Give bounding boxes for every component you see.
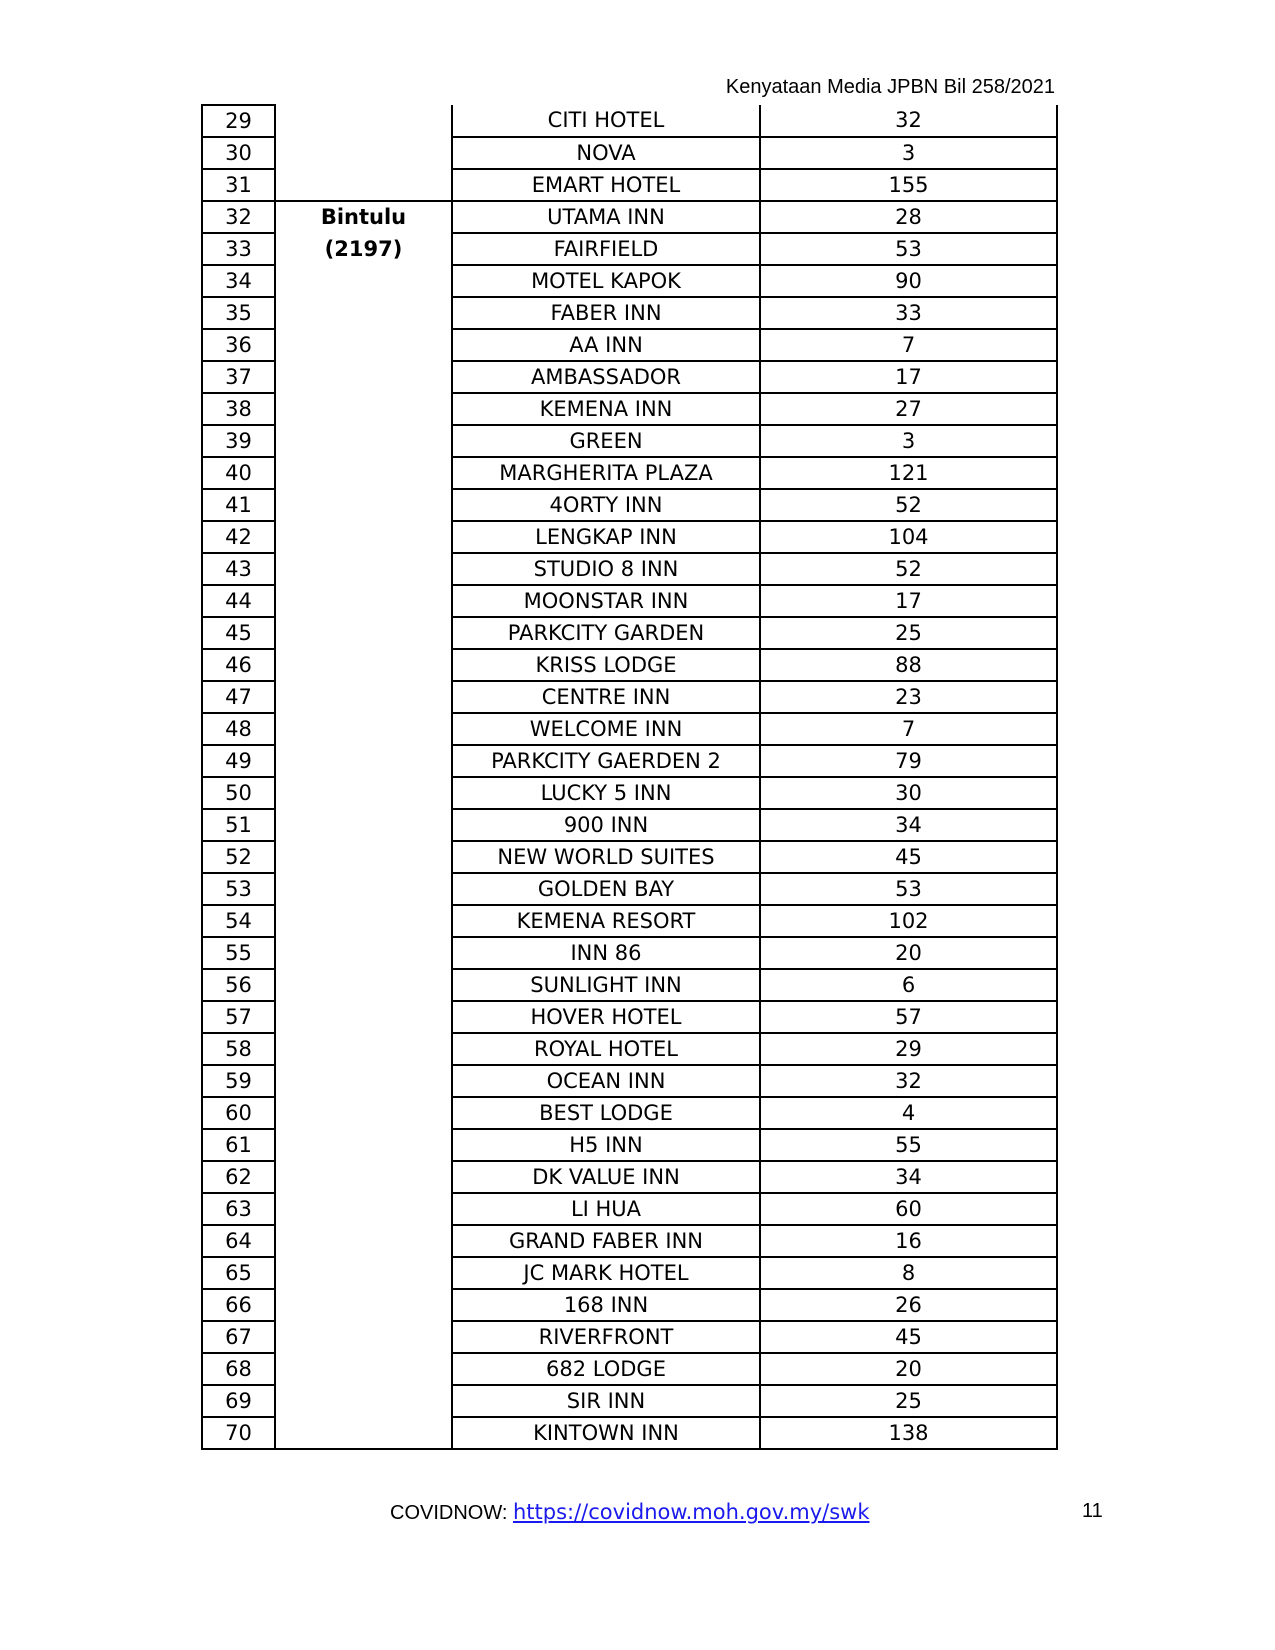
district-cell (275, 361, 452, 393)
row-number: 64 (202, 1225, 275, 1257)
table-row (202, 873, 1057, 905)
case-count: 3 (760, 137, 1057, 169)
table-row (202, 425, 1057, 457)
table-row (202, 969, 1057, 1001)
document-reference: Kenyataan Media JPBN Bil 258/2021 (725, 76, 1055, 98)
district-cell (275, 553, 452, 585)
row-number: 68 (202, 1353, 275, 1385)
row-number: 67 (202, 1321, 275, 1353)
case-count: 34 (760, 809, 1057, 841)
table-row (202, 841, 1057, 873)
case-count: 7 (760, 713, 1057, 745)
row-number: 46 (202, 649, 275, 681)
case-count: 45 (760, 841, 1057, 873)
row-number: 49 (202, 745, 275, 777)
row-number: 58 (202, 1033, 275, 1065)
hotel-name: LI HUA (452, 1193, 760, 1225)
row-number: 44 (202, 585, 275, 617)
table-row (202, 1225, 1057, 1257)
hotel-name: 168 INN (452, 1289, 760, 1321)
table-row (202, 1417, 1057, 1449)
row-number: 70 (202, 1417, 275, 1449)
case-count: 27 (760, 393, 1057, 425)
case-count: 25 (760, 617, 1057, 649)
table-row (202, 649, 1057, 681)
table-row (202, 1161, 1057, 1193)
table-row (202, 1033, 1057, 1065)
page-number: 11 (1082, 1500, 1103, 1522)
district-cell (275, 1257, 452, 1289)
case-count: 32 (760, 1065, 1057, 1097)
case-count: 88 (760, 649, 1057, 681)
table-row (202, 553, 1057, 585)
hotel-name: FAIRFIELD (452, 233, 760, 265)
district-cell (275, 425, 452, 457)
district-cell (275, 521, 452, 553)
row-number: 29 (202, 105, 275, 137)
case-count: 52 (760, 553, 1057, 585)
hotel-name: DK VALUE INN (452, 1161, 760, 1193)
hotel-name: HOVER HOTEL (452, 1001, 760, 1033)
table-row (202, 777, 1057, 809)
row-number: 52 (202, 841, 275, 873)
case-count: 16 (760, 1225, 1057, 1257)
hotel-name: OCEAN INN (452, 1065, 760, 1097)
district-cell (275, 137, 452, 169)
district-cell (275, 1033, 452, 1065)
row-number: 30 (202, 137, 275, 169)
row-number: 42 (202, 521, 275, 553)
district-cell (275, 457, 452, 489)
district-cell (275, 169, 452, 201)
table-row (202, 1257, 1057, 1289)
hotel-name: 4ORTY INN (452, 489, 760, 521)
case-count: 4 (760, 1097, 1057, 1129)
table-row (202, 457, 1057, 489)
hotel-name: SUNLIGHT INN (452, 969, 760, 1001)
table-row (202, 137, 1057, 169)
hotel-name: PARKCITY GARDEN (452, 617, 760, 649)
case-count: 23 (760, 681, 1057, 713)
case-count: 121 (760, 457, 1057, 489)
table-row (202, 809, 1057, 841)
case-count: 20 (760, 1353, 1057, 1385)
district-cell (275, 937, 452, 969)
table-row (202, 905, 1057, 937)
hotel-name: KRISS LODGE (452, 649, 760, 681)
district-cell (275, 585, 452, 617)
table-row (202, 585, 1057, 617)
district-cell (275, 329, 452, 361)
row-number: 48 (202, 713, 275, 745)
case-count: 28 (760, 201, 1057, 233)
case-count: 25 (760, 1385, 1057, 1417)
case-count: 60 (760, 1193, 1057, 1225)
hotel-name: WELCOME INN (452, 713, 760, 745)
district-cell (275, 393, 452, 425)
table-row (202, 617, 1057, 649)
district-total: (2197) (324, 236, 403, 261)
row-number: 62 (202, 1161, 275, 1193)
table-row (202, 393, 1057, 425)
hotel-name: FABER INN (452, 297, 760, 329)
district-cell (275, 873, 452, 905)
case-count: 29 (760, 1033, 1057, 1065)
row-number: 69 (202, 1385, 275, 1417)
hotel-name: KINTOWN INN (452, 1417, 760, 1449)
hotel-name: NOVA (452, 137, 760, 169)
district-cell (275, 1065, 452, 1097)
district-cell (275, 969, 452, 1001)
row-number: 35 (202, 297, 275, 329)
district-cell (275, 617, 452, 649)
table-row (202, 521, 1057, 553)
case-count: 17 (760, 361, 1057, 393)
case-count: 45 (760, 1321, 1057, 1353)
hotel-name: KEMENA INN (452, 393, 760, 425)
row-number: 40 (202, 457, 275, 489)
hotel-name: MOONSTAR INN (452, 585, 760, 617)
district-cell (275, 1225, 452, 1257)
case-count: 79 (760, 745, 1057, 777)
row-number: 66 (202, 1289, 275, 1321)
case-count: 17 (760, 585, 1057, 617)
hotel-name: CITI HOTEL (452, 105, 760, 137)
hotel-name: STUDIO 8 INN (452, 553, 760, 585)
row-number: 37 (202, 361, 275, 393)
table-row (202, 1097, 1057, 1129)
table-row (202, 169, 1057, 201)
case-count: 32 (760, 105, 1057, 137)
case-count: 55 (760, 1129, 1057, 1161)
table-row (202, 1289, 1057, 1321)
district-cell (275, 1129, 452, 1161)
table-row (202, 265, 1057, 297)
row-number: 59 (202, 1065, 275, 1097)
case-count: 30 (760, 777, 1057, 809)
row-number: 39 (202, 425, 275, 457)
hotel-name: RIVERFRONT (452, 1321, 760, 1353)
row-number: 45 (202, 617, 275, 649)
row-number: 53 (202, 873, 275, 905)
hotel-name: MOTEL KAPOK (452, 265, 760, 297)
case-count: 7 (760, 329, 1057, 361)
table-row (202, 1193, 1057, 1225)
case-count: 34 (760, 1161, 1057, 1193)
row-number: 38 (202, 393, 275, 425)
table-row (202, 1065, 1057, 1097)
table-row (202, 1129, 1057, 1161)
hotel-name: BEST LODGE (452, 1097, 760, 1129)
district-cell (275, 1161, 452, 1193)
district-cell (275, 1385, 452, 1417)
case-count: 33 (760, 297, 1057, 329)
table-row (202, 297, 1057, 329)
hotel-name: GOLDEN BAY (452, 873, 760, 905)
row-number: 65 (202, 1257, 275, 1289)
table-row (202, 681, 1057, 713)
case-count: 3 (760, 425, 1057, 457)
case-count: 102 (760, 905, 1057, 937)
case-count: 138 (760, 1417, 1057, 1449)
district-cell (275, 105, 452, 137)
hotel-name: EMART HOTEL (452, 169, 760, 201)
hotel-name: 682 LODGE (452, 1353, 760, 1385)
case-count: 8 (760, 1257, 1057, 1289)
district-cell (275, 1353, 452, 1385)
footer (390, 1500, 870, 1525)
row-number: 57 (202, 1001, 275, 1033)
district-cell (275, 265, 452, 297)
district-name: Bintulu (275, 201, 452, 233)
table-row (202, 1001, 1057, 1033)
row-number: 47 (202, 681, 275, 713)
row-number: 50 (202, 777, 275, 809)
district-cell (275, 841, 452, 873)
case-count: 104 (760, 521, 1057, 553)
case-count: 53 (760, 233, 1057, 265)
table-row (202, 201, 1057, 233)
table-row (202, 329, 1057, 361)
row-number: 36 (202, 329, 275, 361)
district-cell (275, 1321, 452, 1353)
district-cell (275, 297, 452, 329)
hotel-name: H5 INN (452, 1129, 760, 1161)
hotel-name: AMBASSADOR (452, 361, 760, 393)
table-row (202, 489, 1057, 521)
hotel-name: LUCKY 5 INN (452, 777, 760, 809)
table-row (202, 1353, 1057, 1385)
table-row (202, 1385, 1057, 1417)
district-cell (275, 905, 452, 937)
hotel-name: GRAND FABER INN (452, 1225, 760, 1257)
table-row (202, 713, 1057, 745)
table-row (202, 1321, 1057, 1353)
hotel-name: JC MARK HOTEL (452, 1257, 760, 1289)
district-cell (275, 1001, 452, 1033)
table-row (202, 937, 1057, 969)
footer-label: COVIDNOW: (390, 1502, 513, 1524)
case-count: 57 (760, 1001, 1057, 1033)
row-number: 43 (202, 553, 275, 585)
case-count: 53 (760, 873, 1057, 905)
district-cell (275, 1417, 452, 1449)
table-row (202, 361, 1057, 393)
row-number: 31 (202, 169, 275, 201)
district-cell (275, 681, 452, 713)
hotel-name: INN 86 (452, 937, 760, 969)
hotel-name: CENTRE INN (452, 681, 760, 713)
hotel-name: ROYAL HOTEL (452, 1033, 760, 1065)
table-row (202, 745, 1057, 777)
hotel-name: LENGKAP INN (452, 521, 760, 553)
district-cell (275, 1289, 452, 1321)
hotel-name: GREEN (452, 425, 760, 457)
case-count: 90 (760, 265, 1057, 297)
row-number: 63 (202, 1193, 275, 1225)
row-number: 34 (202, 265, 275, 297)
row-number: 54 (202, 905, 275, 937)
hotel-name: MARGHERITA PLAZA (452, 457, 760, 489)
district-cell (275, 809, 452, 841)
row-number: 41 (202, 489, 275, 521)
case-count: 155 (760, 169, 1057, 201)
row-number: 61 (202, 1129, 275, 1161)
covidnow-link[interactable]: https://covidnow.moh.gov.my/swk (512, 1500, 870, 1524)
row-number: 56 (202, 969, 275, 1001)
row-number: 33 (202, 233, 275, 265)
row-number: 32 (202, 201, 275, 233)
district-cell (275, 649, 452, 681)
hotel-table (201, 104, 1058, 1450)
case-count: 52 (760, 489, 1057, 521)
table-row (202, 105, 1057, 137)
hotel-name: AA INN (452, 329, 760, 361)
hotel-name: KEMENA RESORT (452, 905, 760, 937)
case-count: 26 (760, 1289, 1057, 1321)
district-cell (275, 489, 452, 521)
hotel-name: UTAMA INN (452, 201, 760, 233)
row-number: 60 (202, 1097, 275, 1129)
district-cell (275, 1097, 452, 1129)
district-cell (275, 745, 452, 777)
row-number: 55 (202, 937, 275, 969)
hotel-name: PARKCITY GAERDEN 2 (452, 745, 760, 777)
district-cell (275, 777, 452, 809)
table-row (202, 233, 1057, 265)
hotel-table-body (202, 105, 1057, 1449)
district-cell (275, 1193, 452, 1225)
district-cell (275, 713, 452, 745)
hotel-name: SIR INN (452, 1385, 760, 1417)
hotel-name: NEW WORLD SUITES (452, 841, 760, 873)
hotel-name: 900 INN (452, 809, 760, 841)
case-count: 20 (760, 937, 1057, 969)
row-number: 51 (202, 809, 275, 841)
case-count: 6 (760, 969, 1057, 1001)
